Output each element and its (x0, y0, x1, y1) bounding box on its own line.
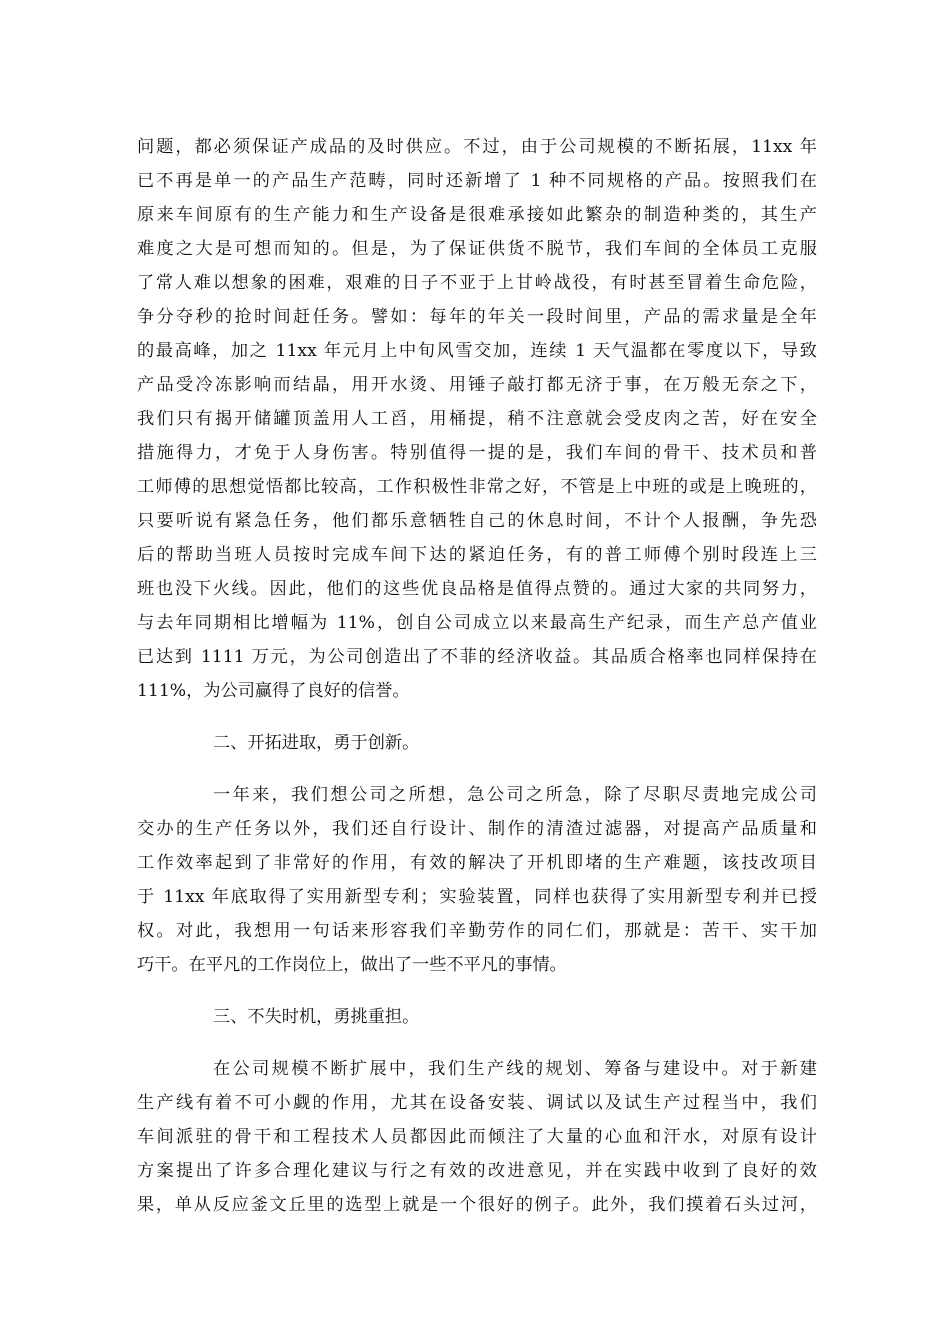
paragraph-line: 的最高峰，加之 11xx 年元月上中旬风雪交加，连续 1 天气温都在零度以下，导致 (137, 341, 817, 361)
paragraph-line: 与去年同期相比增幅为 11%，创自公司成立以来最高生产纪录，而生产总产值业 (137, 613, 817, 633)
paragraph-line: 交办的生产任务以外，我们还自行设计、制作的清渣过滤器，对提高产品质量和 (137, 819, 817, 839)
paragraph-line: 已达到 1111 万元，为公司创造出了不菲的经济收益。其品质合格率也同样保持在 (137, 647, 817, 667)
paragraph-line: 只要听说有紧急任务，他们都乐意牺牲自己的休息时间，不计个人报酬，争先恐 (137, 511, 817, 531)
paragraph-line: 方案提出了许多合理化建议与行之有效的改进意见，并在实践中收到了良好的效 (137, 1161, 817, 1181)
paragraph-line: 一年来，我们想公司之所想，急公司之所急，除了尽职尽责地完成公司 (213, 785, 817, 805)
paragraph-innovation (137, 778, 817, 982)
paragraph-line: 权。对此，我想用一句话来形容我们辛勤劳作的同仁们，那就是：苦干、实干加 (137, 921, 817, 941)
paragraph-line: 生产线有着不可小觑的作用，尤其在设备安装、调试以及试生产过程当中，我们 (137, 1093, 817, 1113)
paragraph-line: 果，单从反应釜文丘里的选型上就是一个很好的例子。此外，我们摸着石头过河， (137, 1195, 817, 1215)
paragraph-line: 班也没下火线。因此，他们的这些优良品格是值得点赞的。通过大家的共同努力， (137, 579, 817, 599)
section-heading-innovation: 二、开拓进取，勇于创新。 (213, 733, 420, 753)
paragraph-line: 难度之大是可想而知的。但是，为了保证供货不脱节，我们车间的全体员工克服 (137, 239, 817, 259)
paragraph-line: 我们只有揭开储罐顶盖用人工舀，用桶提，稍不注意就会受皮肉之苦，好在安全 (137, 409, 817, 429)
paragraph-line: 在公司规模不断扩展中，我们生产线的规划、筹备与建设中。对于新建 (213, 1059, 817, 1079)
paragraph-line: 已不再是单一的产品生产范畴，同时还新增了 1 种不同规格的产品。按照我们在 (137, 171, 817, 191)
paragraph-line: 产品受冷冻影响而结晶，用开水烫、用锤子敲打都无济于事，在万般无奈之下， (137, 375, 817, 395)
paragraph-line: 工作效率起到了非常好的作用，有效的解决了开机即堵的生产难题，该技改项目 (137, 853, 817, 873)
paragraph-line: 巧干。在平凡的工作岗位上，做出了一些不平凡的事情。 (137, 955, 567, 975)
paragraph-production-supply (137, 130, 817, 708)
paragraph-line: 争分夺秒的抢时间赶任务。譬如：每年的年关一段时间里，产品的需求量是全年 (137, 307, 817, 327)
paragraph-line: 工师傅的思想觉悟都比较高，工作积极性非常之好，不管是上中班的或是上晚班的， (137, 477, 817, 497)
paragraph-line: 措施得力，才免于人身伤害。特别值得一提的是，我们车间的骨干、技术员和普 (137, 443, 817, 463)
paragraph-spacer (137, 708, 817, 726)
document-body (137, 130, 817, 1222)
paragraph-line: 111%，为公司赢得了良好的信誉。 (137, 681, 410, 701)
paragraph-line: 了常人难以想象的困难，艰难的日子不亚于上甘岭战役，有时甚至冒着生命危险， (137, 273, 817, 293)
paragraph-spacer (137, 1034, 817, 1052)
section-heading-responsibility: 三、不失时机，勇挑重担。 (213, 1007, 420, 1027)
paragraph-spacer (137, 982, 817, 1000)
paragraph-spacer (137, 760, 817, 778)
paragraph-line: 车间派驻的骨干和工程技术人员都因此而倾注了大量的心血和汗水，对原有设计 (137, 1127, 817, 1147)
paragraph-responsibility (137, 1052, 817, 1222)
paragraph-line: 后的帮助当班人员按时完成车间下达的紧迫任务，有的普工师傅个别时段连上三 (137, 545, 817, 565)
paragraph-line: 原来车间原有的生产能力和生产设备是很难承接如此繁杂的制造种类的，其生产 (137, 205, 817, 225)
paragraph-line: 于 11xx 年底取得了实用新型专利；实验装置，同样也获得了实用新型专利并已授 (137, 887, 817, 907)
paragraph-line: 问题，都必须保证产成品的及时供应。不过，由于公司规模的不断拓展，11xx 年 (137, 137, 817, 157)
